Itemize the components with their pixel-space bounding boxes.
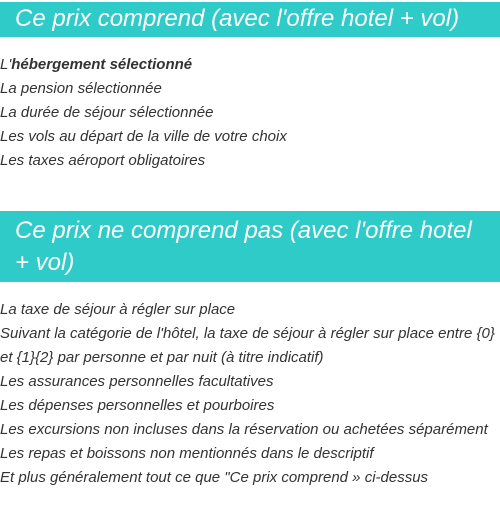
list-item: Les dépenses personnelles et pourboires [0,397,275,414]
list-item: La durée de séjour sélectionnée [0,104,214,121]
list-item: Les assurances personnelles facultatives [0,373,274,390]
list-item [0,53,500,77]
list-item-prefix: L' [0,56,12,73]
list-item: Les excursions non incluses dans la réservation ou achetées séparément [0,421,488,438]
list-item: Les taxes aéroport obligatoires [0,152,206,169]
included-list [0,53,500,173]
included-section-title: Ce prix comprend (avec l'offre hotel + vol) [0,2,500,37]
list-item: Les repas et boissons non mentionnés dans le descriptif [0,445,374,462]
included-section [0,2,500,173]
list-item: Et plus généralement tout ce que "Ce prix comprend » ci-dessus [0,469,429,486]
excluded-section-title: Ce prix ne comprend pas (avec l'offre hotel + vol) [0,211,500,282]
excluded-list [0,298,500,490]
list-item-highlight: hébergement sélectionné [11,56,193,73]
list-item: Suivant la catégorie de l'hôtel, la taxe de séjour à régler sur place entre {0} et {1}{2} par personne et par nuit (à titre indicatif) [0,325,495,366]
list-item: La taxe de séjour à régler sur place [0,301,236,318]
list-item: La pension sélectionnée [0,80,162,97]
list-item: Les vols au départ de la ville de votre choix [0,128,287,145]
excluded-section [0,211,500,490]
